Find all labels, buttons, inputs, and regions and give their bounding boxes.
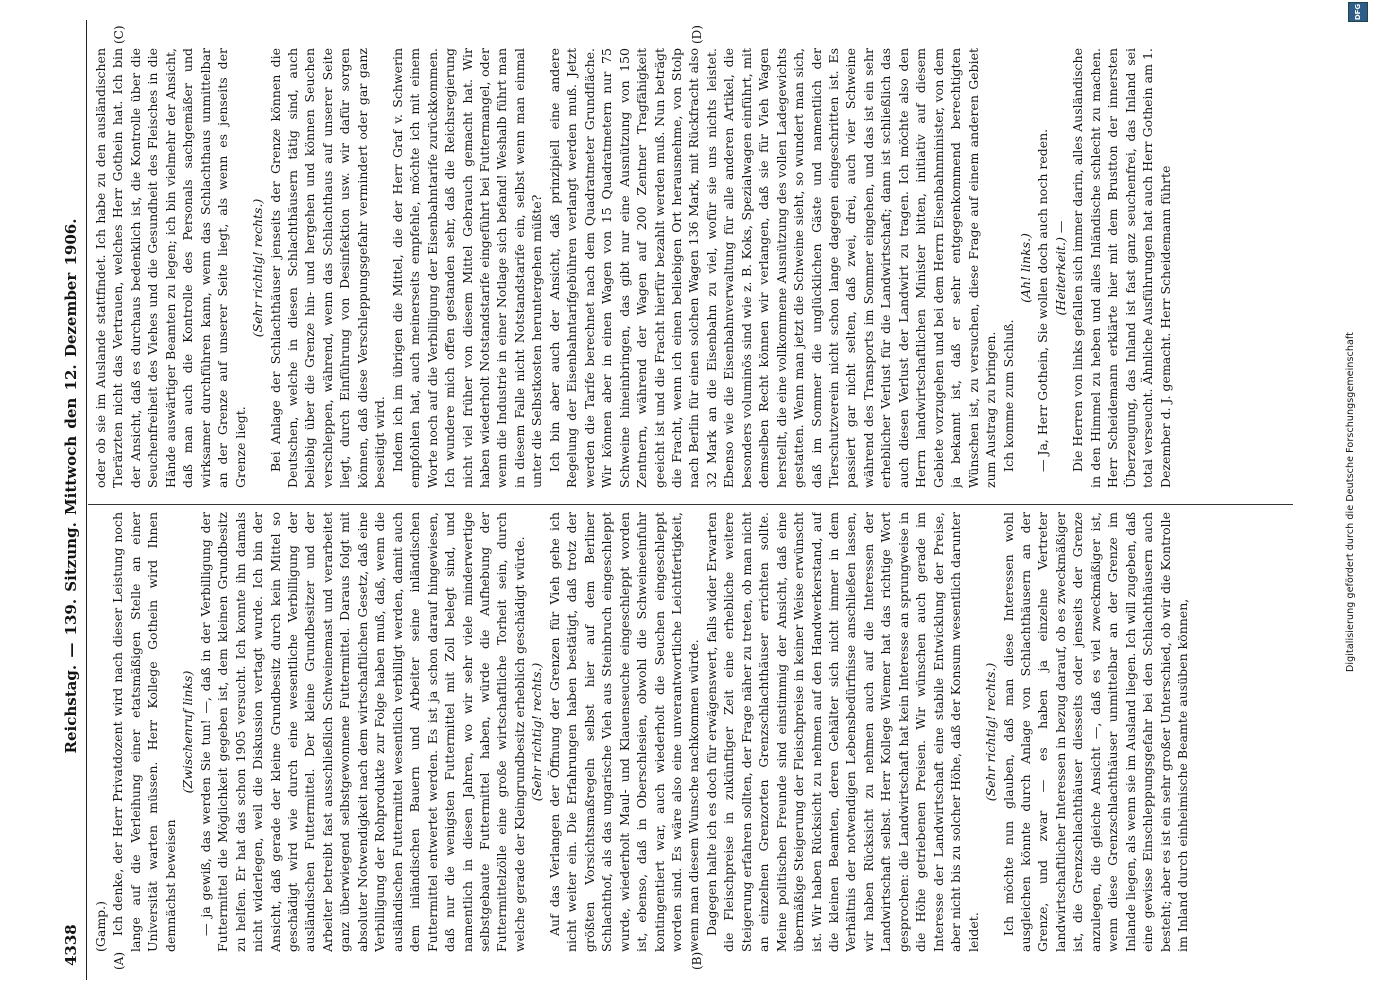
paragraph: Ich möchte nun glauben, daß man diese Interessen wohl ausgleichen könnte durch Anlage von Schlachthäusern an der Grenze, und zwar — es haben ja einzelne Vertreter landwirtschaftlicher Interessen in bezug darauf, ob es zweckmäßiger ist, die Grenzschlachthäuser diesseits oder jenseits der Grenze anzulegen, die gleiche Ansicht —, daß es viel zweckmäßiger ist, wenn diese Grenzschlachthäuser unmittelbar an der Grenze im Inlande liegen, als wenn sie im Ausland liegen. Ich will zugeben, daß eine gewisse Einschleppungsgefahr bei den Schlachthäusern auch besteht; aber es ist ein sehr großer Unterschied, ob wir die Kontrolle im Inland durch einheimische Beamte ausüben können, <box>1000 512 1191 952</box>
digitization-credit: Digitalisierung gefördert durch die Deutsche Forschungsgemeinschaft <box>1345 332 1356 672</box>
right-column <box>92 48 1297 488</box>
left-column <box>92 512 1297 952</box>
paragraph: Dagegen halte ich es doch für erwägenswert, falls wider Erwarten die Fleischpreise in zukünftiger Zeit eine erhebliche weitere Steigerung erfahren sollten, der Frage näher zu treten, ob man nicht an einzelnen Grenzorten Grenzschlachthäuser errichten sollte. Meine politischen Freunde sind einstimmig der Ansicht, daß eine übermäßige Steigerung der Fleischpreise in keiner Weise erwünscht ist. Wir haben Rücksicht zu nehmen auf den Handwerkerstand, auf die kleinen Beamten, deren Gehälter sich nicht immer in dem Verhältnis der notwendigen Lebensbedürfnisse anschließen lassen, wir haben Rücksicht zu nehmen auch auf die Interessen der Landwirtschaft selbst. Herr Kollege Wiemer hat das richtige Wort gesprochen: die Landwirtschaft hat kein Interesse an sprungweise in die Höhe getriebenen Preisen. Wir wünschen auch gerade im Interesse der Landwirtschaft eine stabile Entwicklung der Preise, aber nicht bis zu solcher Höhe, daß der Konsum wesentlich darunter leidet. <box>703 512 981 952</box>
margin-mark-d: (D) <box>690 25 704 44</box>
paragraph: — ja gewiß, das werden Sie tun! —, daß in der Verbilligung der Futtermittel die Möglichkeit gegeben ist, dem kleinen Grundbesitz zu helfen. Er hat das schon 1905 versucht. Ich konnte ihn damals nicht widerlegen, weil die Diskussion vertagt wurde. Ich bin der Ansicht, daß gerade der kleine Grundbesitz durch kein Mittel so geschädigt wird wie durch eine wesentliche Verbilligung der ausländischen Futtermittel. Der kleine Grundbesitzer und der Arbeiter betreibt fast ausschließlich Schweinemast und verarbeitet ganz überwiegend selbstgewonnene Futtermittel. Daraus folgt mit absoluter Notwendigkeit nach dem wirtschaftlichen Gesetz, daß eine Verbilligung der Rohprodukte zur Folge haben muß, daß, wenn die ausländischen Futtermittel wesentlich verbilligt werden, damit auch dem inländischen Bauern und Arbeiter seine inländischen Futtermittel entwertet werden. Es ist ja schon darauf hingewiesen, daß nur die wenigsten Futtermittel mit Zoll belegt sind, und namentlich in diesen Jahren, wo wir sehr viele minderwertige selbstgebaute Futtermittel haben, würde die Aufhebung der Futtermittelzölle eine große wirtschaftliche Torheit sein, durch welche gerade der Kleingrundbesitz erheblich geschädigt würde. <box>197 512 527 952</box>
margin-mark-b: (B) <box>690 951 704 970</box>
paragraph: Die Herren von links gefallen sich immer darin, alles Ausländische in den Himmel zu heben und alles Inländische schlecht zu machen. Herr Scheidemann erklärte hier mit dem Brustton der innersten Überzeugung, das Inland ist fast ganz seuchenfrei, das Inland sei total verseucht. Ähnliche Ausführungen hat auch Herr Gothein am 1. Dezember d. J. gemacht. Herr Scheidemann führte <box>1070 48 1173 488</box>
paragraph: Bei Anlage der Schlachthäuser jenseits der Grenze können die Deutschen, welche in diesen Schlachthäusern tätig sind, auch beliebig über die Grenze hin- und hergehen und können Seuchen verschleppen, während, wenn das Schlachthaus auf unserer Seite liegt, durch Einführung von Desinfektion usw. wir dafür sorgen können, daß diese Verschleppungsgefahr vermindert oder gar ganz beseitigt wird. <box>267 48 388 488</box>
margin-mark-c: (C) <box>112 25 126 44</box>
speaker-note: (Gamp.) <box>93 900 108 952</box>
interjection: (Zwischenruf links) <box>180 670 196 794</box>
interjection: (Sehr richtig! rechts.) <box>529 662 545 802</box>
page-header <box>60 20 84 980</box>
paragraph: Ich bin aber auch der Ansicht, daß prinzipiell eine andere Regelung der Eisenbahntarifgebühren verlangt werden muß. Jetzt werden die Tarife berechnet nach dem Quadratmeter Grundfläche. Wir können aber in einen Wagen von 15 Quadratmetern nur 75 Schweine hineinbringen, das gibt nur eine Ausnützung von 150 Zentnern, während der Wagen auf 200 Zentner Tragfähigkeit geeicht ist und die Fracht hierfür bezahlt werden muß. Nun beträgt die Fracht, wenn ich einen beliebigen Ort herausnehme, von Stolp nach Berlin für einen solchen Wagen 136 Mark, mit Rückfracht also 32 Mark an die Eisenbahn zu viel, wofür sie uns nichts leistet. Ebenso wie die Eisenbahnverwaltung für alle anderen Artikel, die besonders voluminös sind wie z. B. Koks, Spezialwagen einführt, mit demselben Recht können wir verlangen, daß sie für Vieh Wagen herstellt, die eine vollkommene Ausnützung des vollen Ladegewichts gestatten. Wenn man jetzt die Schweine sieht, so wundert man sich, daß im Sommer die unglücklichen Gäste und namentlich der Tierschutzverein nicht schon lange dagegen eingeschritten ist. Es passiert gar nicht selten, daß zwei, drei, auch vier Schweine während des Transports im Sommer eingehen, und das ist ein sehr erheblicher Verlust für die Landwirtschaft; dann ist schließlich das auch diesen Verlust der Landwirt zu tragen. Ich möchte also den Herrn landwirtschaftlichen Minister bitten, initiativ auf diesem Gebiete vorzugehen und bei dem Herrn Eisenbahnminister, von dem ja bekannt ist, daß er sehr entgegenkommend berechtigten Wünschen ist, zu versuchen, diese Frage auf einem anderen Gebiet zum Austrag zu bringen. <box>546 48 999 488</box>
interjection: (Ah! links.) <box>1018 233 1034 303</box>
page-title: Reichstag. — 139. Sitzung. Mittwoch den 12. Dezember 1906. <box>62 218 80 754</box>
interjection: (Sehr richtig! rechts.) <box>983 662 999 802</box>
paragraph: Ich komme zum Schluß. <box>1000 319 1016 472</box>
margin-mark-a: (A) <box>112 951 126 970</box>
paragraph: Indem ich im übrigen die Mittel, die der Herr Graf v. Schwerin empfohlen hat, auch meinerseits empfehle, möchte ich mit einem Worte noch auf die Verbilligung der Eisenbahntarife zurückkommen. Ich wundere mich offen gestanden sehr, daß die Reichsregierung nicht viel früher von diesem Mittel Gebrauch gemacht hat. Wir haben wiederholt Notstandstarife eingeführt bei Futtermangel, oder wenn die Industrie in einer Notlage sich befand! Weshalb führt man in diesem Falle nicht Notstandstarife ein, selbst wenn man einmal unter die Selbstkosten heruntergehen müßte? <box>389 48 545 488</box>
header-rule <box>86 20 87 980</box>
paragraph: oder ob sie im Auslande stattfindet. Ich habe zu den ausländischen Tierärzten nicht das Vertrauen, welches Herr Gothein hat. Ich bin der Ansicht, daß es durchaus bedenklich ist, die Kontrolle über die Seuchenfreiheit des Viehes und die Gesundheit des Fleisches in die Hände auswärtiger Beamten zu legen; ich bin vielmehr der Ansicht, daß man auch die Kontrolle des Personals sachgemäßer und wirksamer durchführen kann, wenn das Schlachthaus unmittelbar an der Grenze auf unserer Seite liegt, als wenn es jenseits der Grenze liegt. <box>93 48 248 488</box>
paragraph: — Ja, Herr Gothein, Sie wollen doch auch noch reden. <box>1035 128 1051 472</box>
interjection: (Heiterkeit.) — <box>1052 220 1068 316</box>
paragraph: Ich denke, der Herr Privatdozent wird nach dieser Leistung noch lange auf die Verleihung einer etatsmäßigen Stelle an einer Universität warten müssen. Herr Kollege Gothein wird Ihnen demnächst beweisen <box>110 512 178 952</box>
column-divider <box>88 504 1293 505</box>
interjection: (Sehr richtig! rechts.) <box>250 198 266 338</box>
page-number: 4338 <box>62 924 80 966</box>
paragraph: Auf das Verlangen der Öffnung der Grenzen für Vieh gehe ich nicht weiter ein. Die Erfahrungen haben bestätigt, daß trotz der größten Vorsichtsmaßregeln selbst hier auf dem Berliner Schlachthof, als das ungarische Vieh aus Steinbruch eingeschleppt wurde, wiederholt Maul- und Klauenseuche eingeschleppt worden ist, ebenso, daß in Oberschlesien, obwohl die Schweineeinfuhr kontingentiert war, auch wiederholt die Seuchen eingeschleppt worden sind. Es wäre also eine unverantwortliche Leichtfertigkeit, wenn man diesem Wunsche nachkommen würde. <box>546 512 702 952</box>
dfg-logo: DFG <box>1348 2 1368 22</box>
